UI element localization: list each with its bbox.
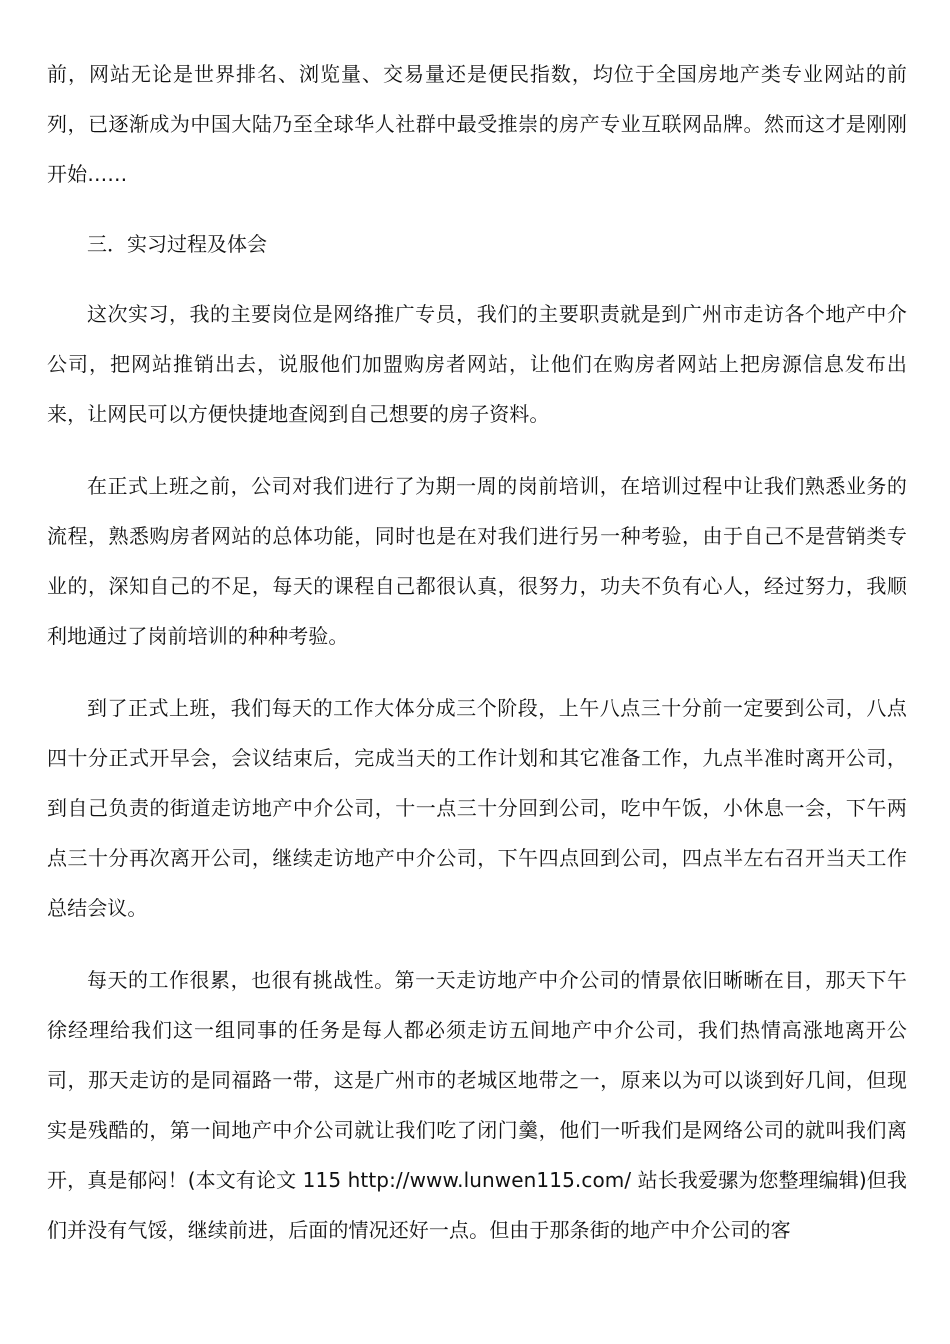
paragraph-gap [47, 269, 907, 289]
paragraph-gap [47, 199, 907, 219]
section-heading-3: 三．实习过程及体会 [87, 232, 267, 256]
document-page [47, 49, 907, 1255]
paragraph-training: 在正式上班之前，公司对我们进行了为期一周的岗前培训，在培训过程中让我们熟悉业务的流程，熟悉购房者网站的总体功能，同时也是在对我们进行另一种考验，由于自己不是营销类专业的，深知自己的不足，每天的课程自己都很认真，很努力，功夫不负有心人，经过努力，我顺利地通过了岗前培训的种种考验。 [47, 474, 907, 648]
paragraph-position: 这次实习，我的主要岗位是网络推广专员，我们的主要职责就是到广州市走访各个地产中介公司，把网站推销出去，说服他们加盟购房者网站，让他们在购房者网站上把房源信息发布出来，让网民可以方便快捷地查阅到自己想要的房子资料。 [47, 302, 907, 426]
paragraph-gap [47, 661, 907, 683]
paragraph-intro-continued: 前，网站无论是世界排名、浏览量、交易量还是便民指数，均位于全国房地产类专业网站的前列，已逐渐成为中国大陆乃至全球华人社群中最受推崇的房产专业互联网品牌。然而这才是刚刚开始…… [47, 62, 907, 186]
paragraph-gap [47, 439, 907, 461]
paragraph-daily-schedule: 到了正式上班，我们每天的工作大体分成三个阶段，上午八点三十分前一定要到公司，八点四十分正式开早会，会议结束后，完成当天的工作计划和其它准备工作，九点半准时离开公司，到自己负责的街道走访地产中介公司，十一点三十分回到公司，吃中午饭，小休息一会，下午两点三十分再次离开公司，继续走访地产中介公司，下午四点回到公司，四点半左右召开当天工作总结会议。 [47, 696, 907, 920]
paragraph-gap [47, 933, 907, 955]
paragraph-first-day: 每天的工作很累，也很有挑战性。第一天走访地产中介公司的情景依旧晰晰在目，那天下午徐经理给我们这一组同事的任务是每人都必须走访五间地产中介公司，我们热情高涨地离开公司，那天走访的是同福路一带，这是广州市的老城区地带之一，原来以为可以谈到好几间，但现实是残酷的，第一间地产中介公司就让我们吃了闭门羹，他们一听我们是网络公司的就叫我们离开，真是郁闷！(本文有论文 115 http://www.lunwen115.com/ 站长我爱骡为您整理编辑)但我们并没有气馁，继续前进，后面的情况还好一点。但由于那条街的地产中介公司的客 [47, 968, 907, 1242]
